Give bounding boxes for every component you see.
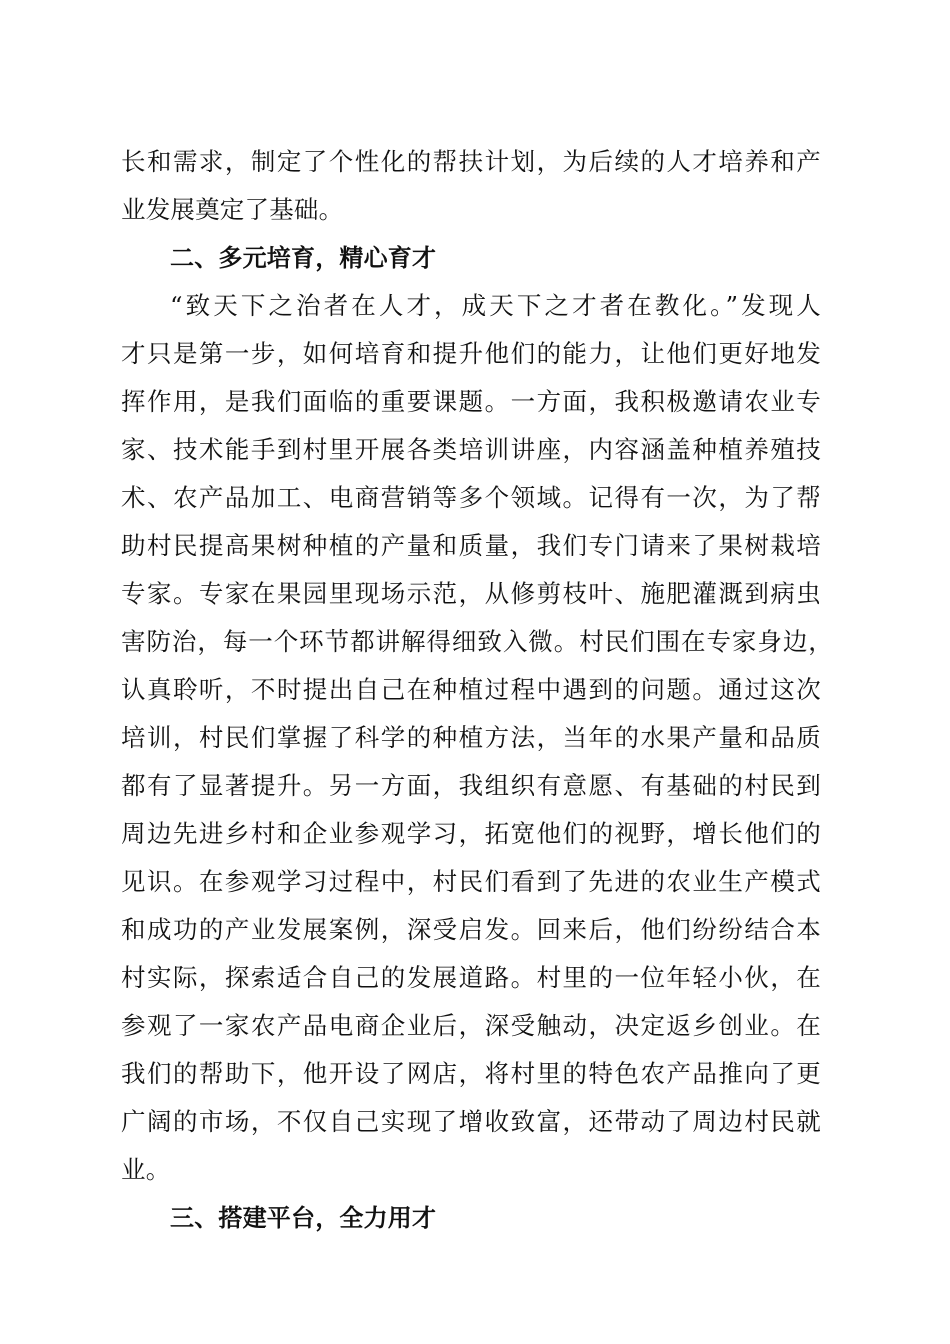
- section-2-line-18: 广阔的市场，不仅自己实现了增收致富，还带动了周边村民就: [121, 1107, 821, 1136]
- section-2-line-19: 业。: [121, 1155, 171, 1184]
- section-2-line-8: 害防治，每一个环节都讲解得细致入微。村民们围在专家身边，: [121, 627, 833, 656]
- section-2-line-14: 和成功的产业发展案例，深受启发。回来后，他们纷纷结合本: [121, 915, 821, 944]
- section-2-line-6: 助村民提高果树种植的产量和质量，我们专门请来了果树栽培: [121, 531, 821, 560]
- section-2-line-10: 培训，村民们掌握了科学的种植方法，当年的水果产量和品质: [121, 723, 821, 752]
- intro-line-1: 长和需求，制定了个性化的帮扶计划，为后续的人才培养和产: [121, 147, 821, 176]
- section-2-line-12: 周边先进乡村和企业参观学习，拓宽他们的视野，增长他们的: [121, 819, 821, 848]
- intro-line-2: 业发展奠定了基础。: [121, 195, 344, 224]
- section-2-line-11: 都有了显著提升。另一方面，我组织有意愿、有基础的村民到: [121, 771, 821, 800]
- section-2-line-9: 认真聆听，不时提出自己在种植过程中遇到的问题。通过这次: [121, 675, 821, 704]
- section-2-line-15: 村实际，探索适合自己的发展道路。村里的一位年轻小伙，在: [121, 963, 821, 992]
- section-2-line-4: 家、技术能手到村里开展各类培训讲座，内容涵盖种植养殖技: [121, 435, 821, 464]
- section-2-heading: 二、多元培育，精心育才: [170, 244, 437, 272]
- section-2-line-3: 挥作用，是我们面临的重要课题。一方面，我积极邀请农业专: [121, 387, 821, 416]
- section-2-line-2: 才只是第一步，如何培育和提升他们的能力，让他们更好地发: [121, 339, 821, 368]
- section-2-line-1: “致天下之治者在人才，成天下之才者在教化。”发现人: [170, 291, 821, 320]
- section-2-line-16: 参观了一家农产品电商企业后，深受触动，决定返乡创业。在: [121, 1011, 821, 1040]
- section-2-line-13: 见识。在参观学习过程中，村民们看到了先进的农业生产模式: [121, 867, 821, 896]
- section-3-heading: 三、搭建平台，全力用才: [170, 1204, 437, 1232]
- section-2-line-7: 专家。专家在果园里现场示范，从修剪枝叶、施肥灌溉到病虫: [121, 579, 821, 608]
- section-2-line-17: 我们的帮助下，他开设了网店，将村里的特色农产品推向了更: [121, 1059, 821, 1088]
- section-2-line-5: 术、农产品加工、电商营销等多个领域。记得有一次，为了帮: [121, 483, 821, 512]
